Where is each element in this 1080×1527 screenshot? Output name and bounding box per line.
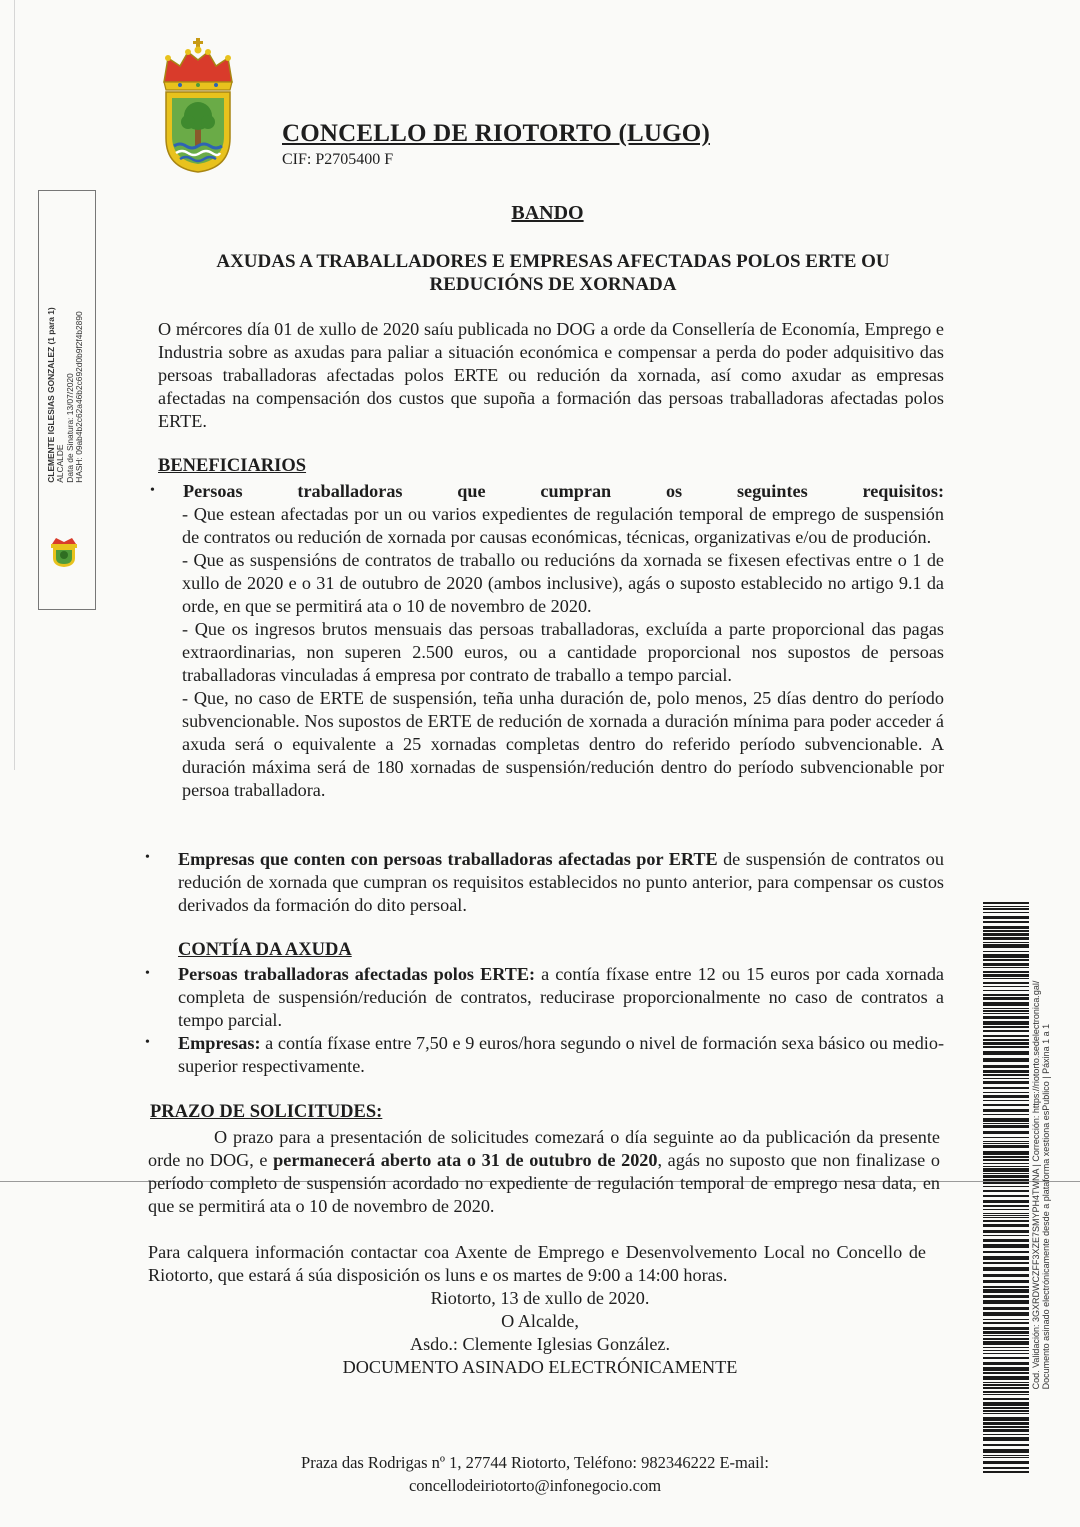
signer-name: Asdo.: Clemente Iglesias González. <box>409 1334 671 1354</box>
closing-block <box>250 1287 830 1379</box>
barcode-bar <box>983 1195 1029 1197</box>
barcode-bar <box>983 990 1029 991</box>
barcode-bar <box>983 1376 1029 1380</box>
barcode-bar <box>983 1137 1029 1138</box>
barcode-bar <box>983 926 1029 929</box>
document-type: BANDO <box>511 202 584 224</box>
barcode-bar <box>983 1002 1029 1006</box>
barcode-bar <box>983 1151 1029 1155</box>
barcode-bar <box>983 1042 1029 1045</box>
barcode-bar <box>983 912 1029 913</box>
footer-address <box>200 1451 870 1497</box>
barcode-bar <box>983 1070 1029 1073</box>
document-title-line1: AXUDAS A TRABALLADORES E EMPRESAS AFECTADAS POLOS ERTE OU <box>216 251 890 272</box>
barcode-bar <box>983 916 1029 919</box>
barcode-bar <box>983 1457 1029 1458</box>
barcode-bar <box>983 930 1029 932</box>
barcode-bar <box>983 1095 1029 1098</box>
barcode-bar <box>983 1125 1029 1128</box>
requirement-item: - Que, no caso de ERTE de suspensión, teña unha duración de, polo menos, 25 días dentro do período subvencionable. Nos supostos de ERTE de redución de xornada a duración mínima para poder acceder á axuda será o equivalente a 25 xornadas completas dentro do referido período subvencionable. A duración máxima será de 180 xornadas de suspensión/redución dentro do período subvencionable por persoa traballadora. <box>182 688 944 800</box>
barcode-bar <box>983 982 1029 984</box>
barcode-bar <box>983 971 1029 973</box>
barcode-bar <box>983 1168 1029 1172</box>
barcode-bar <box>983 954 1029 958</box>
barcode-bar <box>983 1398 1029 1400</box>
barcode-bar <box>983 1205 1029 1207</box>
signature-name: CLEMENTE IGLESIAS GONZALEZ (1 para 1) <box>46 307 57 483</box>
amount-companies <box>178 1032 944 1078</box>
barcode-bar <box>983 951 1029 952</box>
beneficiary-workers-heading: Persoas traballadoras que cumpran os seguintes requisitos: <box>183 481 944 501</box>
barcode-bar <box>983 1429 1029 1432</box>
info-paragraph: Para calquera información contactar coa Axente de Emprego e Desenvolvemento Local no Concello de Riotorto, que estará á súa disposición os luns e os martes de 9:00 a 14:00 horas. <box>148 1242 926 1285</box>
barcode-bar <box>983 1030 1029 1032</box>
barcode-bar <box>983 1461 1029 1464</box>
deadline-text-bold: permanecerá aberto ata o 31 de outubro de 2020 <box>273 1150 658 1170</box>
organization-name: CONCELLO DE RIOTORTO (LUGO) <box>282 120 710 147</box>
amount-workers-text: a contía fíxase entre 12 ou 15 euros por cada xornada completa de suspensión/redución de contratos, reducirase proporcionalmente no caso de contratos a tempo parcial. <box>178 964 944 1030</box>
barcode-bar <box>983 1449 1029 1453</box>
amount-companies-bold: Empresas: <box>178 1033 261 1053</box>
barcode-bar <box>983 1319 1029 1320</box>
barcode-bar <box>983 1410 1029 1412</box>
footer-address-line: Praza das Rodrigas nº 1, 27744 Riotorto, Teléfono: 982346222 E-mail: <box>301 1453 769 1472</box>
barcode-bar <box>983 1417 1029 1421</box>
barcode-bar <box>983 1251 1029 1253</box>
barcode-bar <box>983 908 1029 910</box>
small-coat-of-arms-icon <box>44 536 84 568</box>
barcode-bar <box>983 1087 1029 1089</box>
barcode-bar <box>983 944 1029 948</box>
barcode-bar <box>983 1426 1029 1428</box>
barcode-bar <box>983 1118 1029 1122</box>
barcode-bar <box>983 1341 1029 1345</box>
barcode-bar <box>983 1413 1029 1414</box>
barcode-bar <box>983 1244 1029 1248</box>
barcode-bar <box>983 1312 1029 1316</box>
barcode-bar <box>983 1347 1029 1348</box>
barcode-bar <box>983 1013 1029 1014</box>
barcode-bar <box>983 1262 1029 1264</box>
barcode-bar <box>983 1230 1029 1233</box>
barcode-bar <box>983 1217 1029 1218</box>
barcode-bar <box>983 1104 1029 1106</box>
barcode-bar <box>983 1010 1029 1012</box>
barcode-bar <box>983 1016 1029 1019</box>
barcode-bar <box>983 1387 1029 1389</box>
signature-hash: HASH: 09ab4b2c62a46b2c692d0b9f2f4b2890 <box>74 311 85 483</box>
barcode-bar <box>983 1123 1029 1124</box>
barcode-bar <box>983 1114 1029 1115</box>
barcode-bar <box>983 1021 1029 1025</box>
barcode-bar <box>983 1209 1029 1210</box>
bullet-icon: • <box>145 966 150 981</box>
barcode-bar <box>983 1338 1029 1340</box>
barcode-bar <box>983 1100 1029 1101</box>
barcode-bar <box>983 1166 1029 1167</box>
signature-date: Data de Sinatura: 13/07/2020 <box>65 373 75 483</box>
barcode-bar <box>983 1422 1029 1425</box>
barcode-bar <box>983 1295 1029 1298</box>
barcode-bar <box>983 1367 1029 1371</box>
requirement-item: - Que estean afectadas por un ou varios expedientes de regulación temporal de emprego de suspensión de contratos ou redución de xornada por causas económicas, técnicas, organizativas e/ou de produción. <box>182 504 944 547</box>
deadline-paragraph <box>148 1126 940 1218</box>
barcode-bar <box>983 1182 1029 1184</box>
barcode-bar <box>983 1109 1029 1112</box>
barcode-bar <box>983 959 1029 961</box>
signature-note: DOCUMENTO ASINADO ELECTRÓNICAMENTE <box>342 1357 738 1377</box>
barcode-bar <box>983 933 1029 936</box>
barcode-bar <box>983 1179 1029 1181</box>
barcode-bar <box>983 1256 1029 1260</box>
barcode-bar <box>983 1394 1029 1395</box>
barcode-bar <box>983 1357 1029 1359</box>
beneficiary-companies <box>178 848 944 917</box>
barcode-bar <box>983 921 1029 923</box>
signature-role: ALCALDE <box>55 444 66 483</box>
barcode-bar <box>983 1156 1029 1158</box>
amount-workers-bold: Persoas traballadoras afectadas polos ERTE: <box>178 964 536 984</box>
barcode-bar <box>983 1307 1029 1310</box>
barcode-bar <box>983 1078 1029 1079</box>
signer-role: O Alcalde, <box>501 1311 579 1331</box>
barcode-bar <box>983 1467 1029 1469</box>
validation-platform: Documento asinado electrónicamente desde a plataforma xestiona esPublico | Páxina 1 a 1 <box>1041 1023 1051 1390</box>
barcode-bar <box>983 1026 1029 1028</box>
barcode-bar <box>983 1382 1029 1383</box>
section-heading-prazo: PRAZO DE SOLICITUDES: <box>150 1102 383 1122</box>
barcode-bar <box>983 1300 1029 1304</box>
barcode-bar <box>983 1213 1029 1214</box>
beneficiary-companies-bold: Empresas que conten con persoas traballadoras afectadas por ERTE <box>178 849 718 869</box>
barcode-bar <box>983 1239 1029 1242</box>
barcode-bar <box>983 1331 1029 1334</box>
barcode-bar <box>983 1141 1029 1142</box>
barcode-bar <box>983 1051 1029 1055</box>
barcode-bar <box>983 1350 1029 1351</box>
section-heading-contia: CONTÍA DA AXUDA <box>178 940 352 960</box>
document-title <box>190 250 916 296</box>
barcode-bar <box>983 1434 1029 1435</box>
validation-text <box>1031 981 1051 1390</box>
barcode-bar <box>983 1159 1029 1161</box>
barcode-bar <box>983 1145 1029 1148</box>
requirement-item: - Que as suspensións de contratos de traballo ou reducións da xornada se fixesen efectivas entre o 1 de xullo de 2020 e o 31 de outubro de 2020 (ambos inclusive), agás o suposto establecido no artigo 9.1 da orde, en que se permitirá ata o 10 de novembro de 2020. <box>182 550 944 616</box>
validation-code: Cod. Validación: 3GXRDWCZFF3XZE7SMYPH4TWNA | Corrección: https://riotorto.sedelectronica.gal/ <box>1031 980 1041 1390</box>
barcode-bar <box>983 978 1029 979</box>
barcode-bar <box>983 1046 1029 1048</box>
barcode-bar <box>983 1267 1029 1271</box>
barcode-bar <box>983 1327 1029 1330</box>
place-date: Riotorto, 13 de xullo de 2020. <box>430 1288 650 1308</box>
organization-cif: CIF: P2705400 F <box>282 151 394 168</box>
barcode-bar <box>983 1384 1029 1386</box>
amount-companies-text: a contía fíxase entre 7,50 e 9 euros/hora segundo o nivel de formación sexa básico ou medio-superior respectivamente. <box>178 1033 944 1076</box>
barcode-bar <box>983 1081 1029 1084</box>
bullet-icon: • <box>145 850 150 865</box>
section-heading-beneficiarios: BENEFICIARIOS <box>158 456 307 476</box>
barcode-bar <box>983 1362 1029 1365</box>
barcode-bar <box>983 1175 1029 1178</box>
barcode-bar <box>983 997 1029 1000</box>
barcode-bar <box>983 1289 1029 1293</box>
barcode-bar <box>983 1035 1029 1037</box>
barcode-bar <box>983 1074 1029 1076</box>
barcode-bar <box>983 963 1029 966</box>
barcode-bar <box>983 1455 1029 1456</box>
barcode-bar <box>983 986 1029 987</box>
barcode-bar <box>983 1322 1029 1324</box>
requirements-list <box>182 503 944 802</box>
barcode-bar <box>983 902 1029 904</box>
barcode-bar <box>983 1437 1029 1441</box>
barcode-icon <box>983 902 1029 1474</box>
barcode-bar <box>983 942 1029 943</box>
requirement-item: - Que os ingresos brutos mensuais das persoas traballadoras, excluída a parte proporcional das pagas extraordinarias, non superen 2.500 euros, ou a cantidade proporcional nos supostos de persoas traballadoras vinculadas á empresa por contrato de traballo a tempo parcial. <box>182 619 944 685</box>
barcode-bar <box>983 1220 1029 1222</box>
bullet-icon: • <box>145 1035 150 1050</box>
deadline-text-before: O prazo para a presentación de solicitudes comezará o día seguinte ao da publicación da presente orde no DOG, e <box>148 1127 940 1170</box>
deadline-text-after: , agás no suposto que non finalizase o período completo de suspensión acordado no expediente de regulación temporal de emprego nesa data, en que se permitirá ata o 10 de novembro de 2020. <box>148 1150 940 1216</box>
barcode-bar <box>983 1186 1029 1187</box>
barcode-bar <box>983 1163 1029 1164</box>
barcode-bar <box>983 1039 1029 1041</box>
barcode-bar <box>983 906 1029 907</box>
barcode-bar <box>983 974 1029 977</box>
barcode-bar <box>983 1444 1029 1446</box>
signature-box-text <box>47 307 85 482</box>
barcode-bar <box>983 1353 1029 1354</box>
coat-of-arms-logo <box>158 38 238 174</box>
barcode-bar <box>983 1215 1029 1216</box>
barcode-bar <box>983 994 1029 996</box>
barcode-bar <box>983 1471 1029 1473</box>
barcode-bar <box>983 1280 1029 1283</box>
barcode-bar <box>983 1224 1029 1227</box>
barcode-bar <box>983 1065 1029 1068</box>
footer-email: concellodeiriotorto@infonegocio.com <box>408 1476 662 1495</box>
margin-rule <box>14 0 15 770</box>
intro-paragraph: O mércores día 01 de xullo de 2020 saíu publicada no DOG a orde da Consellería de Economía, Emprego e Industria sobre as axudas para paliar a situación económica e compensar a perda do poder adquisitivo das persoas traballadoras afectadas polos ERTE ou redución da xornada, así como axudar as empresas afectadas na compensación dos custos que supoña a formación das persoas traballadoras afectadas polos ERTE. <box>158 319 944 431</box>
barcode-bar <box>983 1173 1029 1174</box>
barcode-bar <box>983 1235 1029 1236</box>
barcode-bar <box>983 1286 1029 1288</box>
barcode-bar <box>983 1407 1029 1409</box>
barcode-bar <box>983 1190 1029 1192</box>
barcode-bar <box>983 1131 1029 1134</box>
barcode-bar <box>983 967 1029 968</box>
barcode-bar <box>983 1372 1029 1374</box>
barcode-bar <box>983 1402 1029 1406</box>
barcode-bar <box>983 1274 1029 1277</box>
bullet-icon: • <box>150 483 155 498</box>
amount-workers <box>178 963 944 1032</box>
barcode-bar <box>983 1335 1029 1336</box>
barcode-bar <box>983 1200 1029 1203</box>
document-title-line2: REDUCIÓNS DE XORNADA <box>429 274 677 295</box>
barcode-bar <box>983 1143 1029 1144</box>
barcode-bar <box>983 1391 1029 1393</box>
barcode-bar <box>983 1058 1029 1062</box>
barcode-bar <box>983 937 1029 940</box>
beneficiary-companies-text: de suspensión de contratos ou redución de xornada que cumpran os requisitos establecidos no punto anterior, para compensar os custos derivados da formación do dito persoal. <box>178 849 944 915</box>
barcode-bar <box>983 1008 1029 1009</box>
barcode-bar <box>983 1092 1029 1093</box>
